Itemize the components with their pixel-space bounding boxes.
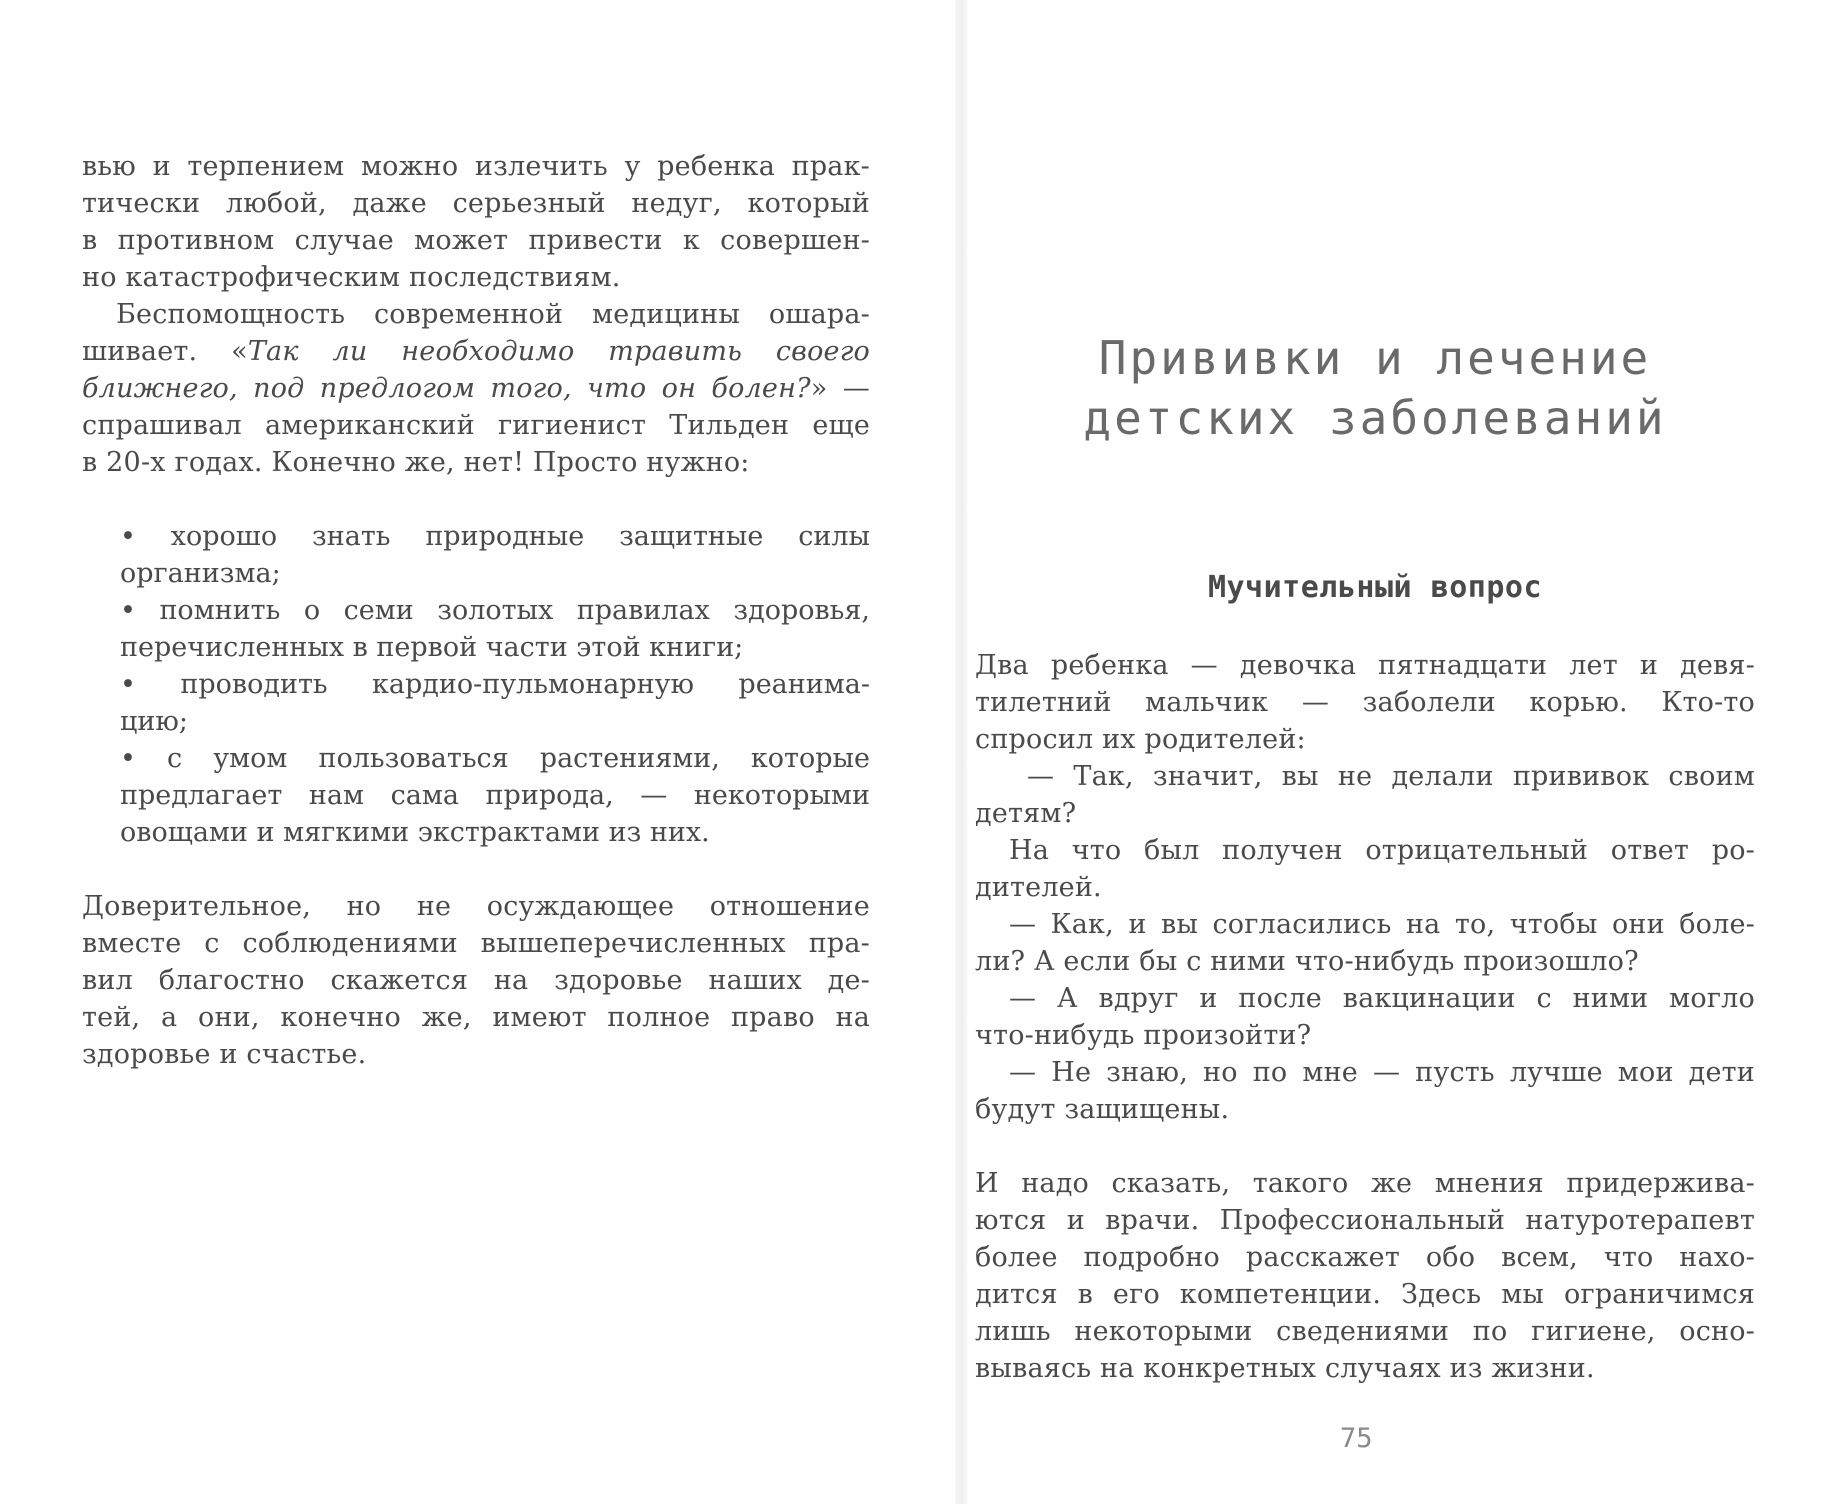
- dialogue-paragraph: [975, 906, 1755, 980]
- text-line: [82, 296, 870, 333]
- text-line: тей, а они, конечно же, имеют полное право на: [82, 1002, 870, 1033]
- dialogue-paragraph: [975, 758, 1755, 832]
- text-line: организма;: [120, 558, 281, 589]
- text-line: более подробно расскажет обо всем, что нахо-: [975, 1242, 1755, 1273]
- text-line: что-нибудь произойти?: [975, 1020, 1312, 1051]
- text-fragment: шивает. «: [82, 336, 248, 367]
- text-fragment: Беспомощность современной медицины ошара-: [116, 299, 870, 330]
- text-line: • проводить кардио-пульмонарную реанима-: [120, 669, 870, 700]
- rules-list: [82, 518, 870, 851]
- text-line: предлагает нам сама природа, — некоторыми: [120, 780, 870, 811]
- text-line: но катастрофическим последствиям.: [82, 262, 621, 293]
- text-line: — Не знаю, но по мне — пусть лучше мои дети: [1009, 1057, 1755, 1088]
- text-line: вместе с соблюдениями вышеперечисленных пра-: [82, 928, 870, 959]
- text-line: вью и терпением можно излечить у ребенка прак-: [82, 151, 870, 182]
- left-paragraph-2: [82, 296, 870, 481]
- text-line: тилетний мальчик — заболели корью. Кто-то: [975, 687, 1755, 718]
- text-line: овощами и мягкими экстрактами из них.: [120, 817, 710, 848]
- text-line: дителей.: [975, 872, 1102, 903]
- text-line: [82, 444, 870, 481]
- text-line: цию;: [120, 706, 188, 737]
- text-line: И надо сказать, такого же мнения придержива-: [975, 1168, 1755, 1199]
- right-page: [975, 0, 1765, 1504]
- list-item: [120, 666, 870, 740]
- quote-italic: Так ли необходимо травить своего: [247, 336, 871, 367]
- text-line: будут защищены.: [975, 1094, 1230, 1125]
- text-line: в противном случае может привести к совершен-: [82, 225, 870, 256]
- text-line: — Так, значит, вы не делали прививок своим: [1027, 761, 1755, 792]
- text-line: тически любой, даже серьезный недуг, который: [82, 188, 870, 219]
- dialogue-paragraph: [975, 1054, 1755, 1128]
- book-gutter: [955, 0, 967, 1504]
- text-line: — А вдруг и после вакцинации с ними могло: [1009, 983, 1755, 1014]
- text-line: • помнить о семи золотых правилах здоровья,: [120, 595, 870, 626]
- left-paragraph-3: [82, 888, 870, 1073]
- text-line: детям?: [975, 798, 1077, 829]
- text-line: спросил их родителей:: [975, 724, 1306, 755]
- page-number: 75: [1340, 1423, 1373, 1454]
- right-final-paragraph: [975, 1165, 1755, 1387]
- quote-italic: ближнего, под предлогом того, что он болен?: [82, 373, 811, 404]
- text-line: лишь некоторыми сведениями по гигиене, осно-: [975, 1316, 1755, 1347]
- text-line: Два ребенка — девочка пятнадцати лет и девя-: [975, 650, 1755, 681]
- text-fragment: спрашивал американский гигиенист Тильден еще: [82, 410, 870, 441]
- text-line: перечисленных в первой части этой книги;: [120, 632, 744, 663]
- text-line: [82, 407, 870, 444]
- dialogue-paragraph: [975, 980, 1755, 1054]
- text-line: вываясь на конкретных случаях из жизни.: [975, 1353, 1595, 1384]
- list-item: [120, 740, 870, 851]
- chapter-title: [1035, 328, 1715, 448]
- right-body: [975, 647, 1755, 1387]
- left-paragraph-1: [82, 148, 870, 296]
- text-line: [82, 370, 870, 407]
- text-line: Доверительное, но не осуждающее отношение: [82, 891, 870, 922]
- dialogue-paragraph: [975, 832, 1755, 906]
- left-page: [82, 148, 870, 1073]
- text-line: На что был получен отрицательный ответ ро-: [1009, 835, 1755, 866]
- dialogue-paragraph: [975, 647, 1755, 758]
- text-line: • с умом пользоваться растениями, которые: [120, 743, 870, 774]
- section-title: Мучительный вопрос: [1207, 570, 1543, 605]
- list-item: [120, 518, 870, 592]
- text-line: ются и врачи. Профессиональный натуротерапевт: [975, 1205, 1755, 1236]
- text-line: вил благостно скажется на здоровье наших де-: [82, 965, 870, 996]
- text-fragment: в 20-х годах. Конечно же, нет! Просто нужно:: [82, 447, 750, 478]
- list-item: [120, 592, 870, 666]
- text-line: [82, 333, 870, 370]
- chapter-title-line: детских заболеваний: [1083, 391, 1667, 445]
- text-line: дится в его компетенции. Здесь мы ограничимся: [975, 1279, 1755, 1310]
- text-line: • хорошо знать природные защитные силы: [120, 521, 870, 552]
- text-fragment: » —: [810, 373, 871, 404]
- text-line: — Как, и вы согласились на то, чтобы они боле-: [1009, 909, 1755, 940]
- text-line: здоровье и счастье.: [82, 1039, 367, 1070]
- text-line: ли? А если бы с ними что-нибудь произошло?: [975, 946, 1639, 977]
- chapter-title-line: Прививки и лечение: [1098, 331, 1652, 385]
